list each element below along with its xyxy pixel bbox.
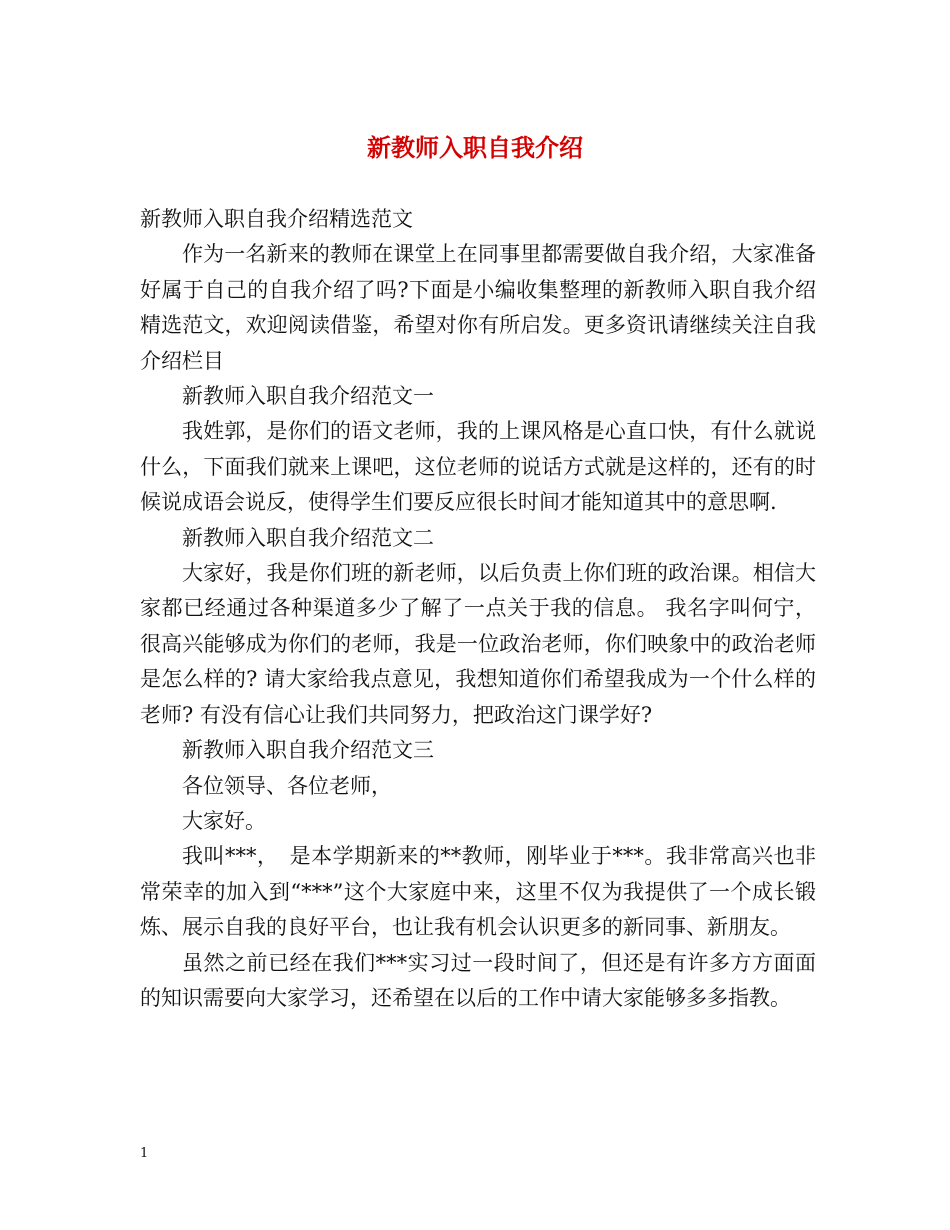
paragraph: 我姓郭，是你们的语文老师，我的上课风格是心直口快，有什么就说什么，下面我们就来上课吧，这位老师的说话方式就是这样的，还有的时候说成语会说反，使得学生们要反应很长时间才能知道其中的意思啊. bbox=[140, 419, 816, 515]
paragraph: 大家好。 bbox=[182, 808, 266, 833]
paragraph: 新教师入职自我介绍精选范文 bbox=[140, 207, 413, 231]
paragraph: 作为一名新来的教师在课堂上在同事里都需要做自我介绍，大家准备好属于自己的自我介绍了吗?下面是小编收集整理的新教师入职自我介绍精选范文，欢迎阅读借鉴，希望对你有所启发。更多资讯请继续关注自我介绍栏目 bbox=[140, 242, 816, 373]
document-title: 新教师入职自我介绍 bbox=[367, 133, 583, 162]
paragraph: 各位领导、各位老师， bbox=[182, 773, 392, 798]
paragraph: 虽然之前已经在我们***实习过一段时间了，但还是有许多方方面面的知识需要向大家学习，还希望在以后的工作中请大家能够多多指教。 bbox=[140, 950, 816, 1010]
document-body bbox=[140, 202, 816, 1016]
section-heading: 新教师入职自我介绍范文三 bbox=[182, 738, 434, 763]
section-heading: 新教师入职自我介绍范文一 bbox=[182, 384, 434, 409]
paragraph: 我叫***， 是本学期新来的**教师，刚毕业于***。我非常高兴也非常荣幸的加入到“***”这个大家庭中来，这里不仅为我提供了一个成长锻炼、展示自我的良好平台，也让我有机会认识更多的新同事、新朋友。 bbox=[140, 844, 816, 940]
paragraph: 大家好，我是你们班的新老师，以后负责上你们班的政治课。相信大家都已经通过各种渠道多少了解了一点关于我的信息。 我名字叫何宁，很高兴能够成为你们的老师，我是一位政治老师，你们映象中的政治老师是怎么样的? 请大家给我点意见，我想知道你们希望我成为一个什么样的老师? 有没有信心让我们共同努力，把政治这门课学好? bbox=[140, 561, 816, 727]
section-heading: 新教师入职自我介绍范文二 bbox=[182, 525, 434, 550]
page-number: 1 bbox=[140, 1146, 149, 1161]
